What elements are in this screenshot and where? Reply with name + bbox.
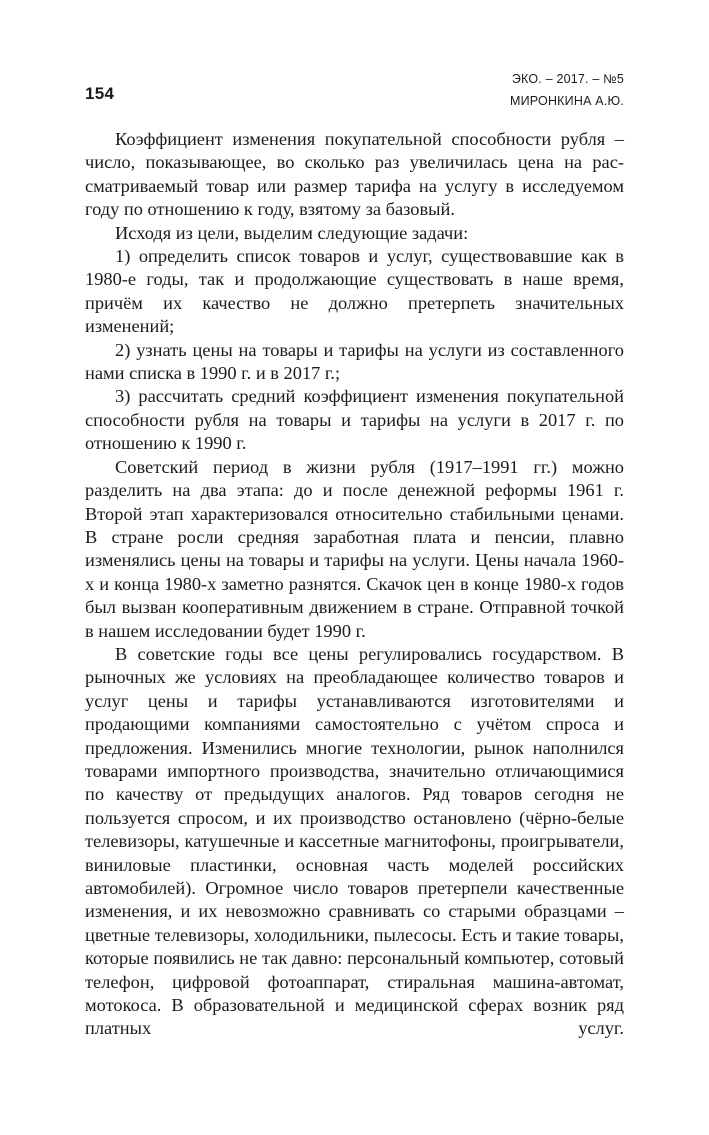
paragraph-market-conditions: В советские годы все цены регулировались государством. В рыночных же условиях на преобладающее количество товаров и услуг цены и тарифы устанавливаются изготовителями и продающими компаниями самостоятельно с учётом спроса и предложения. Изменились многие технологии, рынок наполнился товарами импортного производства, значительно отличающимися по качеству от предыдущих аналогов. Ряд товаров сегодня не пользуется спросом, и их производство остановлено (чёрно-белые телевизоры, катушечные и кассетные магнитофоны, проигрыватели, виниловые пластинки, основная часть моделей российских автомобилей). Огромное число товаров претерпели качественные изменения, и их невозможно сравнивать со старыми образцами – цветные телевизоры, холодильники, пылесосы. Есть и такие товары, которые появились не так давно: персональный компьютер, сотовый телефон, цифровой фотоаппарат, стиральная машина-автомат, мотокоса. В образовательной и медицинской сферах возник ряд платных услуг.: [85, 643, 624, 1039]
paragraph-task-1: 1) определить список товаров и услуг, существовавшие как в 1980-е годы, так и продолжающие существовать в наше время, причём их качество не должно претерпеть значительных изменений;: [85, 246, 624, 337]
paragraph-task-2: 2) узнать цены на товары и тарифы на услуги из составленного нами списка в 1990 г. и в 2017 г.;: [85, 339, 624, 384]
paragraph-definition: Коэффициент изменения покупательной способности рубля – число, показывающее, во сколько раз увеличилась цена на рассматриваемый товар или размер тарифа на услугу в исследуемом году по отношению к году, взятому за базовый.: [85, 129, 624, 220]
paragraph-soviet-period: Советский период в жизни рубля (1917–1991 гг.) можно разделить на два этапа: до и после денежной реформы 1961 г. Второй этап характеризовался относительно стабильными ценами. В стране росли средняя заработная плата и пенсии, плавно изменялись цены на товары и тарифы на услуги. Цены начала 1960-х и конца 1980-х заметно разнятся. Скачок цен в конце 1980-х годов был вызван кооперативным движением в стране. Отправной точкой в нашем исследовании будет 1990 г.: [85, 456, 624, 641]
page-number: 154: [85, 84, 115, 103]
paragraph-tasks-intro: Исходя из цели, выделим следующие задачи:: [115, 222, 469, 243]
paragraph-task-3: 3) рассчитать средний коэффициент изменения покупательной способности рубля на товары и тарифы на услуги в 2017 г. по отношению к 1990 г.: [85, 386, 624, 454]
journal-issue: ЭКО. – 2017. – №5: [511, 72, 624, 86]
article-body: [85, 128, 624, 1041]
author-name: МИРОНКИНА А.Ю.: [509, 94, 624, 108]
running-header: [510, 68, 624, 112]
